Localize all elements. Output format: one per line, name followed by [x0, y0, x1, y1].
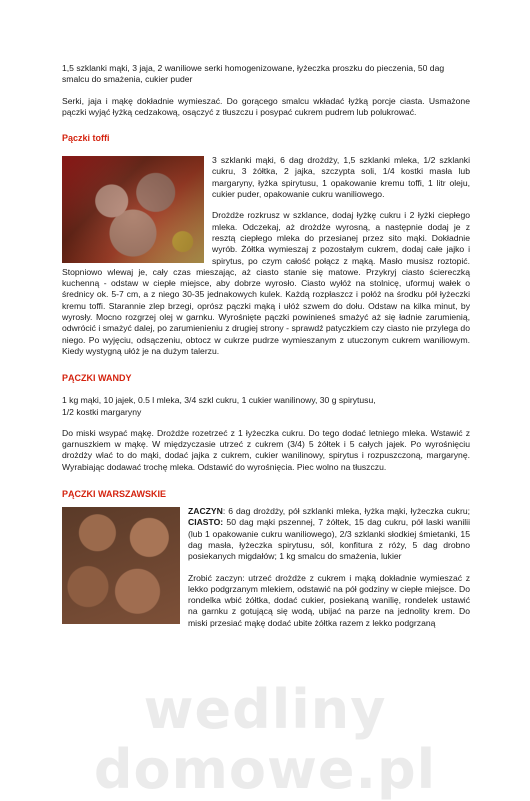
zaczyn-text: : 6 dag drożdży, pół szklanki mleka, łyżka mąki, łyżeczka cukru; [222, 506, 470, 517]
zaczyn-label: ZACZYN [188, 506, 223, 517]
section-title-warszawskie: PĄCZKI WARSZAWSKIE [62, 489, 167, 500]
wandy-ingredients [62, 395, 470, 418]
section-title-wandy: PĄCZKI WANDY [62, 373, 132, 384]
intro-method: Serki, jaja i mąkę dokładnie wymieszać. Do gorącego smalcu wkładać łyżką porcje ciasta. Usmażone pączki wyjąć łyżką cedzakową, osączyć z tłuszczu i posypać cukrem pudrem lub polukrować. [62, 95, 470, 117]
wandy-ingredients-line2: 1/2 kostki margaryny [62, 406, 142, 417]
ciasto-text: 50 dag mąki pszennej, 7 żółtek, 15 dag cukru, pół laski wanilii (lub 1 opakowanie cukru waniliowego), 2/3 szklanki słodkiej śmietanki, 15 dag masła, łyżeczka spirytusu, sól, konfitura z róży, 5 dag drobno posiekanych migdałów; 1 kg smalcu do smażenia, lukier [188, 517, 470, 562]
site-watermark: wedliny domowe.pl [93, 678, 437, 801]
warsaw-donuts-photo [62, 507, 180, 624]
toffi-method: Drożdże rozkrusz w szklance, dodaj łyżkę cukru i 2 łyżki ciepłego mleka. Odczekaj, aż drożdże wyrosną, a następnie dodaj je z resztą ciepłego mleka do przesianej przez sito mąki. Dokładnie wyrób. Żółtka wymieszaj z pozostałym cukrem, dodaj całe jajko i spirytus, po czym całość połącz z mąką. Masło musisz roztopić. Stopniowo wlewaj je, cały czas mieszając, aż ciasto stanie się matowe. Przykryj ciasto ściereczką kuchenną - odstaw w ciepłe miejsce, aby dobrze wyrosło. Ciasto wyłóż na stolnicę, uformuj wałek o średnicy ok. 5-7 cm, a z niego 30-35 jednakowych kulek. Każdą rozpłaszcz i połóż na środku pół łyżeczki kremu toffi. Starannie zlep brzegi, oprósz pączki mąką i ułóż szwem do dołu. Odstaw na kilka minut, by wyrosły. Mocno rozgrzej olej w garnku. Wyrośnięte pączki powinieneś smażyć aż się ładnie zarumienią, odwrócić i smażyć dalej, po zarumienieniu z drugiej strony - sprawdź patyczkiem czy ciasto nie przylega do niego. Po wyjęciu, odsączeniu, obtocz w cukrze pudrze wymieszanym z utuczonym cukrem waniliowym. Kiedy wystygną ułóż je na dużym talerzu. [62, 210, 470, 356]
intro-ingredients: 1,5 szklanki mąki, 3 jaja, 2 waniliowe serki homogenizowane, łyżeczka proszku do pieczenia, 50 dag smalcu do smażenia, cukier puder [62, 63, 445, 85]
wandy-method: Do miski wsypać mąkę. Drożdże rozetrzeć z 1 łyżeczka cukru. Do tego dodać letniego mleka. Wstawić z garnuszkiem w mąkę. W międzyczasie utrzeć z cukrem (3/4) 5 żółtek i 5 całych jajek. Po wyrośnięciu drożdży wlać to do mąki, dodać jajka z cukrem, cukier wanilinowy, spirytus i rozpuszczoną, margarynę. Wyrabiając dodawać trochę mleka. Odstawić do wyrośnięcia. Piec wolno na tłuszczu. [62, 427, 470, 472]
warszawskie-method: Zrobić zaczyn: utrzeć drożdże z cukrem i mąką dokładnie wymieszać z lekko podgrzanym mlekiem, odstawić na pół godziny w ciepłe miejsce. Do rondelka wbić żółtka, dodać cukier, posiekaną wanilię, rondelek ustawić na garnku z gotującą się wodą, ubijać na parze na jednolity krem. Do miski przesiać mąkę dodać ubite żółtka razem z lekko podgrzaną [188, 572, 470, 628]
section-title-toffi: Pączki toffi [62, 133, 110, 144]
recipe-page [62, 63, 470, 639]
toffi-donuts-photo [62, 156, 204, 263]
wandy-ingredients-line1: 1 kg mąki, 10 jajek, 0.5 l mleka, 3/4 szkl cukru, 1 cukier wanilinowy, 30 g spirytusu, [62, 395, 376, 406]
ciasto-label: CIASTO: [188, 517, 224, 528]
toffi-ingredients: 3 szklanki mąki, 6 dag drożdży, 1,5 szklanki mleka, 1/2 szklanki cukru, 3 żółtka, 2 jajka, szczypta soli, 1/4 kostki masła lub margaryny, łyżka spirytusu, 1 opakowanie kremu toffi, 1 litr oleju, cukier puder, opakowanie cukru waniliowego. [212, 155, 470, 200]
